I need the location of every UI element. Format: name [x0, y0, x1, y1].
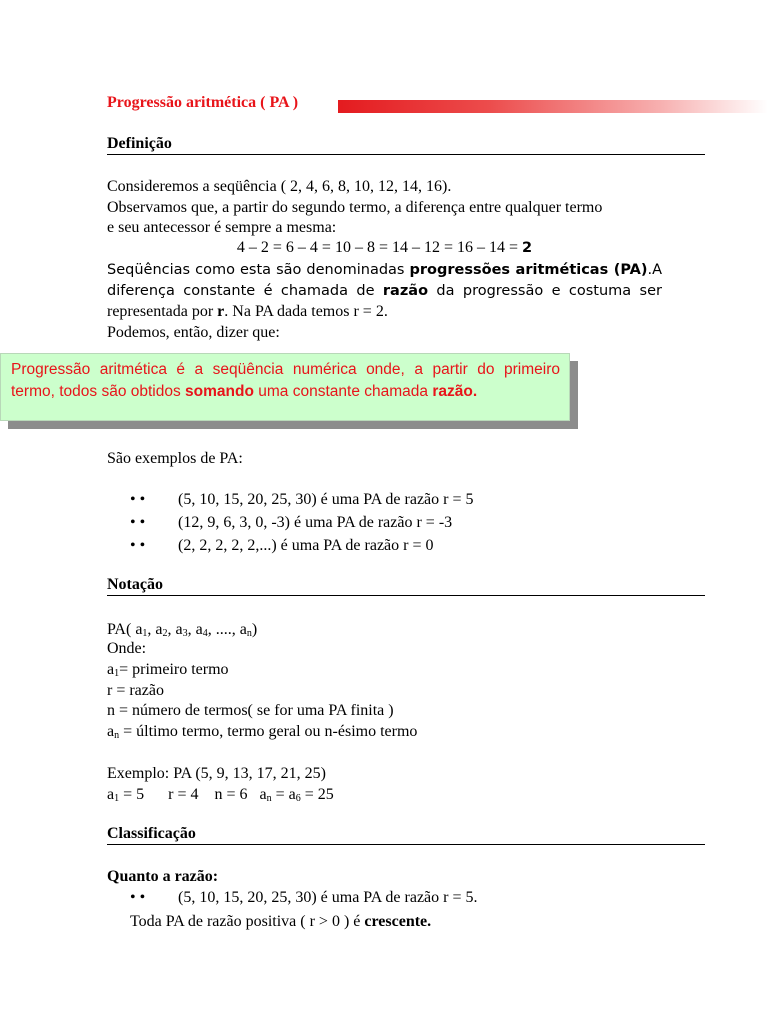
notacao-n: n = número de termos( se for uma PA finita ): [107, 702, 394, 719]
ex-sub-n: n: [266, 793, 272, 804]
ex-sub-1: 1: [114, 793, 120, 804]
toda-bold: crescente.: [364, 913, 432, 930]
ex-text: a: [107, 786, 115, 803]
pa-sub-n: n: [246, 628, 252, 639]
p3-text-c: . Na PA dada temos r = 2.: [224, 303, 388, 320]
p1-bold: progressões aritméticas (PA): [409, 262, 648, 278]
pa-sub-1: 1: [142, 628, 148, 639]
highlight-text-c: uma constante chamada: [253, 383, 433, 400]
ex-text: = 5 r = 4 n = 6 a: [119, 786, 267, 803]
bullet-icon: • •: [130, 491, 146, 508]
page-title: Progressão aritmética ( PA ): [107, 94, 299, 111]
pa-text: PA( a: [107, 621, 143, 638]
pa-text: , a: [167, 621, 183, 638]
a1-sub: 1: [114, 668, 120, 679]
p1-text-c: .A: [647, 262, 663, 278]
ex-text: = a: [271, 786, 296, 803]
list-item-text: (5, 10, 15, 20, 25, 30) é uma PA de razão r = 5: [178, 491, 474, 508]
notacao-exemplo-values: [107, 784, 662, 809]
notacao-r: r = razão: [107, 682, 164, 699]
ex-text: = 25: [300, 786, 334, 803]
exemplos-intro: São exemplos de PA:: [107, 450, 243, 467]
definicao-paragraph-line-1: [107, 259, 662, 281]
highlight-bold-razao: razão: [432, 383, 473, 400]
notacao-exemplo: Exemplo: PA (5, 9, 13, 17, 21, 25): [107, 765, 326, 782]
classificacao-quanto: Quanto a razão:: [107, 868, 219, 885]
pa-sub-4: 4: [202, 628, 208, 639]
title-gradient-bar: [338, 100, 768, 113]
an-desc: = último termo, termo geral ou n-ésimo termo: [119, 723, 418, 740]
list-item-text: (5, 10, 15, 20, 25, 30) é uma PA de razão r = 5.: [178, 889, 478, 906]
definicao-line-3: e seu antecessor é sempre a mesma:: [107, 219, 337, 236]
definicao-equation: [107, 237, 662, 259]
p2-text-a: diferença constante é chamada de: [107, 283, 383, 299]
p1-text-a: Seqüências como esta são denominadas: [107, 262, 410, 278]
highlight-line-2: [11, 381, 560, 403]
bullet-icon: • •: [130, 514, 146, 531]
section-heading-definicao: Definição: [107, 135, 705, 155]
exemplo-item-2: [130, 513, 452, 533]
ex-sub-6: 6: [295, 793, 301, 804]
list-item-text: (2, 2, 2, 2, 2,...) é uma PA de razão r = 0: [178, 537, 434, 554]
exemplo-item-3: [130, 536, 434, 556]
definicao-line-2: Observamos que, a partir do segundo termo, a diferença entre qualquer termo: [107, 199, 603, 216]
pa-sub-3: 3: [182, 628, 188, 639]
pa-text: ): [251, 621, 258, 638]
pa-text: , a: [187, 621, 203, 638]
an-sub: n: [114, 730, 120, 741]
section-heading-classificacao: Classificação: [107, 825, 705, 845]
highlight-box: [0, 353, 570, 421]
definicao-paragraph-line-2: [107, 280, 662, 302]
equation-result: 2: [522, 240, 533, 256]
title-row: [107, 94, 768, 116]
highlight-line-1: Progressão aritmética é a seqüência numérica onde, a partir do primeiro: [11, 361, 560, 378]
bullet-icon: • •: [130, 537, 146, 554]
p2-bold: razão: [382, 283, 429, 299]
equation-text: 4 – 2 = 6 – 4 = 10 – 8 = 14 – 12 = 16 – 14 =: [236, 239, 523, 256]
classificacao-toda: [130, 911, 685, 932]
pa-text: , ...., a: [207, 621, 247, 638]
highlight-text-a: termo, todos são obtidos: [11, 383, 186, 400]
notacao-an: [107, 721, 662, 746]
toda-text: Toda PA de razão positiva ( r > 0 ) é: [130, 913, 365, 930]
exemplo-item-1: [130, 490, 474, 510]
notacao-onde: Onde:: [107, 640, 147, 657]
p2-text-c: da progressão e costuma ser: [428, 283, 662, 299]
section-heading-notacao: Notação: [107, 576, 705, 596]
pa-text: , a: [147, 621, 163, 638]
classificacao-item: [130, 888, 478, 908]
p3-text-a: representada por: [107, 303, 218, 320]
a1-text: a: [107, 661, 115, 678]
definicao-paragraph-line-3: [107, 301, 662, 322]
definicao-line-1: Consideremos a seqüência ( 2, 4, 6, 8, 10, 12, 14, 16).: [107, 178, 452, 195]
bullet-icon: • •: [130, 889, 146, 906]
highlight-bold-somando: somando: [185, 383, 254, 400]
p3-bold: r: [217, 303, 225, 320]
highlight-period: .: [472, 383, 478, 400]
an-text: a: [107, 723, 115, 740]
pa-sub-2: 2: [162, 628, 168, 639]
list-item-text: (12, 9, 6, 3, 0, -3) é uma PA de razão r = -3: [178, 514, 453, 531]
a1-desc: = primeiro termo: [119, 661, 229, 678]
definicao-line-final: Podemos, então, dizer que:: [107, 324, 280, 341]
